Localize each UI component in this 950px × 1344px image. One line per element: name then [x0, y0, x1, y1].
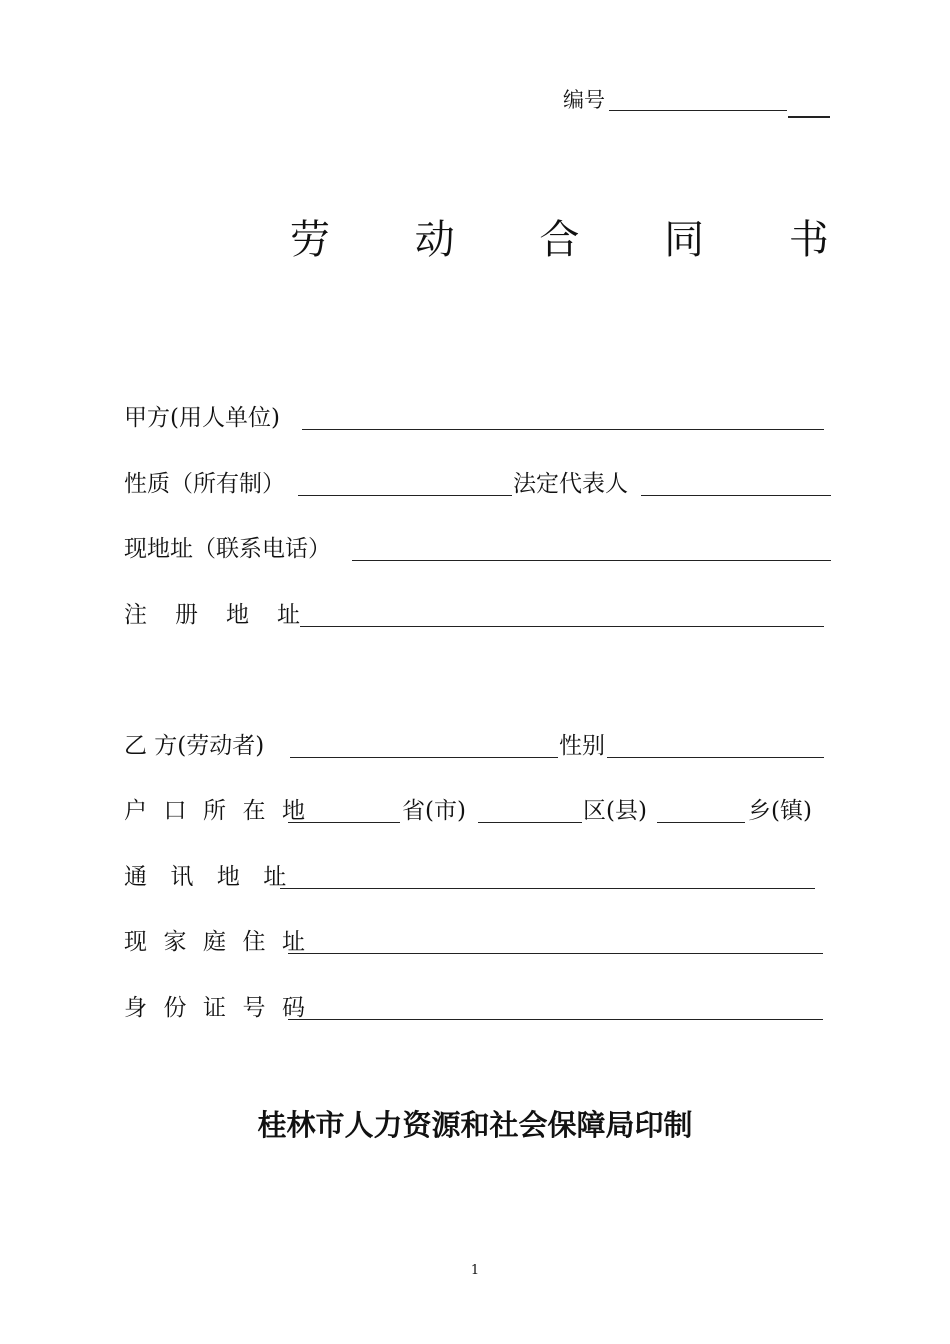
id-number-field[interactable]: [288, 1019, 823, 1020]
home-address-label: 现 家 庭 住 址: [124, 929, 310, 955]
province-label: 省(市): [402, 798, 466, 824]
current-address-phone-field[interactable]: [352, 560, 831, 561]
registered-address-field[interactable]: [300, 626, 824, 627]
worker-label: 乙 方(劳动者): [124, 733, 265, 759]
employer-field[interactable]: [302, 429, 824, 430]
page-number: 1: [470, 1263, 480, 1278]
id-number-label: 身 份 证 号 码: [124, 995, 310, 1021]
district-field[interactable]: [478, 822, 582, 823]
contract-number-field[interactable]: [609, 110, 787, 111]
mailing-address-label: 通 讯 地 址: [124, 864, 295, 890]
province-field[interactable]: [288, 822, 400, 823]
legal-representative-label: 法定代表人: [513, 471, 628, 497]
current-address-phone-label: 现地址（联系电话）: [124, 536, 331, 562]
employer-label: 甲方(用人单位): [124, 405, 280, 431]
mailing-address-field[interactable]: [280, 888, 815, 889]
ownership-label: 性质（所有制）: [124, 471, 285, 497]
document-title: 劳 动 合 同 书: [290, 217, 865, 263]
town-field[interactable]: [657, 822, 745, 823]
hukou-location-label: 户 口 所 在 地: [124, 798, 310, 824]
issuer-imprint: 桂林市人力资源和社会保障局印制: [257, 1108, 693, 1142]
town-label: 乡(镇): [748, 798, 812, 824]
district-label: 区(县): [583, 798, 647, 824]
legal-representative-field[interactable]: [641, 495, 831, 496]
contract-number-field-underline-extension: [788, 116, 830, 118]
gender-label: 性别: [559, 733, 605, 759]
contract-number-label: 编号: [563, 88, 605, 112]
gender-field[interactable]: [607, 757, 824, 758]
home-address-field[interactable]: [288, 953, 823, 954]
worker-field[interactable]: [290, 757, 558, 758]
ownership-field[interactable]: [298, 495, 512, 496]
registered-address-label: 注 册 地 址: [124, 602, 311, 628]
